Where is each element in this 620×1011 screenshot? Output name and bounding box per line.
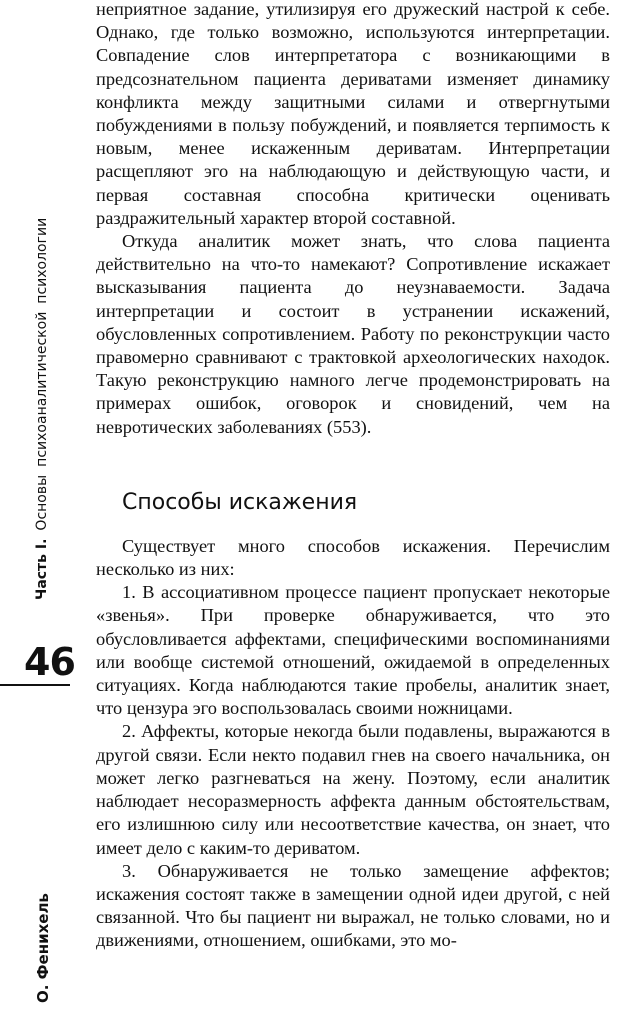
list-item-2: 2. Аффекты, которые некогда были подавлены, выражаются в другой связи. Если некто подавил гнев на своего начальника, он может легко разгневаться на жену. Поэтому, если аналитик наблюдает несоразмерность аффекта данным обстоятельствам, его излишнюю силу или несоответствие качества, он знает, что имеет дело с каким-то дериватом. bbox=[96, 721, 610, 858]
page-number-rule bbox=[0, 684, 70, 686]
section-heading: Способы искажения bbox=[122, 489, 358, 515]
paragraph: Существует много способов искажения. Перечислим несколько из них: bbox=[96, 535, 610, 580]
paragraph-continued: неприятное задание, утилизируя его дружеский настрой к себе. Однако, где только возможно, используются интерпретации. Совпадение слов интерпретатора с возникающими в предсознательном пациента дериватами изменяет динамику конфликта между защитными силами и отвергнутыми побуждениями в пользу побуждений, и появляется терпимость к новым, менее искаженным дериватам. Интерпретации расщепляют эго на наблюдающую и действующую части, и первая составная способна критически оценивать раздражительный характер второй составной. bbox=[96, 0, 610, 228]
book-title-word-3: психологии bbox=[34, 217, 50, 304]
author-name: О. Фенихель bbox=[34, 893, 52, 1003]
running-head bbox=[34, 218, 50, 600]
page-number: 46 bbox=[24, 640, 75, 684]
book-title-word-1: Основы bbox=[34, 474, 50, 531]
list-item-1: 1. В ассоциативном процессе пациент пропускает некоторые «звенья». При проверке обнаруживается, что это обусловливается аффектами, специфическими воспоминаниями или вообще системой отношений, ожидаемой в определенных ситуациях. Когда наблюдаются такие пробелы, аналитик знает, что цензура эго воспользовалась своими ножницами. bbox=[96, 582, 610, 719]
body-text bbox=[96, 0, 610, 953]
list-item-3: 3. Обнаруживается не только замещение аффектов; искажения состоят также в замещении одной идеи другой, с ней связанной. Что бы пациент ни выражал, не только словами, но и движениями, отношением, ошибками, это мо- bbox=[96, 860, 610, 951]
page-margin bbox=[0, 0, 76, 1011]
part-label: Часть I. bbox=[34, 538, 50, 600]
book-title-word-2: психоаналитической bbox=[34, 311, 50, 467]
paragraph: Откуда аналитик может знать, что слова пациента действительно на что-то намекают? Сопротивление искажает высказывания пациента до неузнаваемости. Задача интерпретации и состоит в устранении искажений, обусловленных сопротивлением. Работу по реконструкции часто правомерно сравнивают с трактовкой археологических находок. Такую реконструкцию намного легче продемонстрировать на примерах ошибок, оговорок и сновидений, чем на невротических заболеваниях (553). bbox=[96, 231, 610, 437]
